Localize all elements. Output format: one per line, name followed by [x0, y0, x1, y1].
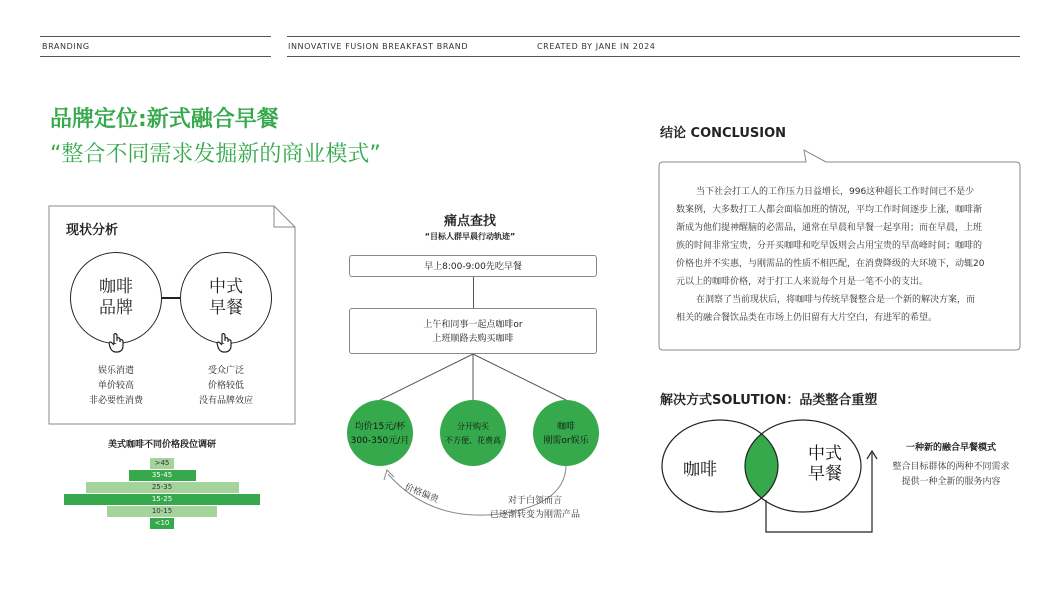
price-tier-bar — [150, 458, 174, 469]
coffee-traits: 娱乐消遣 单价较高 非必要性消费 — [88, 366, 143, 406]
header-rule-right-bottom — [287, 56, 1020, 57]
pain-subheading: “目标人群早晨行动轨迹” — [424, 232, 516, 241]
price-tier-bar — [86, 482, 239, 493]
trajectory-step-coffee: 上午和同事一起点咖啡or 上班顺路去购买咖啡 — [349, 308, 597, 354]
price-tier-bar — [150, 518, 174, 529]
solution-heading: 解决方式SOLUTION：品类整合重塑 — [660, 393, 878, 408]
header-rule-right — [287, 36, 1020, 37]
price-tier-label: <10 — [154, 519, 170, 527]
price-chart — [62, 458, 262, 530]
price-tier-label: 35-45 — [151, 471, 173, 479]
pain-note: 对于白领而言 已逐渐转变为刚需产品 — [489, 496, 580, 520]
conclusion-paragraph-1: 当下社会打工人的工作压力日益增长，996这种超长工作时间已不是少 数案例，大多数打工人都会面临加班的情况，平均工作时间逐步上涨，咖啡渐 渐成为他们提神醒脑的必需品，通常在早晨和早餐一起享用；而在早晨，上班 族的时间非常宝贵，分开买咖啡和吃早饭则会占用宝贵的早高峰时间；咖啡的 价格也并不实惠，与刚需品的性质不相匹配，在消费降级的大环境下，动辄20 元以上的咖啡价格，对于打工人来说每个月是一笔不小的支出。 — [676, 187, 985, 287]
chinese-breakfast-label: 中式 早餐 — [209, 277, 243, 318]
header-brand: INNOVATIVE FUSION BREAKFAST BRAND — [288, 42, 469, 51]
pointing-hand-icon — [106, 332, 128, 354]
header-branding: BRANDING — [42, 42, 90, 51]
mode-description: 整合目标群体的两种不同需求 提供一种全新的服务内容 — [892, 462, 1010, 487]
pointing-hand-icon — [214, 332, 236, 354]
pain-circle-price-label: 均价15元/杯 300-350元/月 — [350, 422, 410, 446]
price-tier-bar — [107, 506, 217, 517]
header-rule-left — [40, 36, 271, 37]
page-subtitle: “整合不同需求发掘新的商业模式” — [50, 142, 381, 167]
conclusion-paragraph-2: 在洞察了当前现状后，将咖啡与传统早餐整合是一个新的解决方案，而 相关的融合餐饮品类在市场上仍旧留有大片空白，有进军的希望。 — [676, 295, 976, 323]
pain-arc-label: 价格偏贵 — [402, 482, 441, 506]
price-tier-label: >45 — [154, 459, 170, 467]
mode-title: 一种新的融合早餐模式 — [905, 443, 996, 453]
pain-heading: 痛点查找 — [443, 214, 496, 229]
venn-left-label: 咖啡 — [683, 460, 717, 480]
pain-circle-coffee-label: 咖啡 刚需or娱乐 — [543, 422, 589, 446]
status-heading: 现状分析 — [66, 223, 119, 238]
venn-right-label: 中式 早餐 — [808, 444, 842, 484]
price-tier-bar — [129, 470, 196, 481]
breakfast-traits: 受众广泛 价格较低 没有品牌效应 — [198, 366, 253, 406]
price-tier-bar — [64, 494, 260, 505]
price-chart-title: 美式咖啡不同价格段位调研 — [107, 440, 216, 450]
price-tier-label: 15-25 — [151, 495, 173, 503]
step-connector — [473, 277, 474, 308]
circle-connector — [162, 297, 180, 299]
price-tier-label: 10-15 — [151, 507, 173, 515]
price-tier-label: 25-35 — [151, 483, 173, 491]
conclusion-heading: 结论 CONCLUSION — [660, 126, 787, 141]
page-title: 品牌定位:新式融合早餐 — [50, 107, 279, 132]
trajectory-step-breakfast: 早上8:00-9:00先吃早餐 — [349, 255, 597, 277]
coffee-brand-label: 咖啡 品牌 — [99, 277, 133, 318]
header-rule-left-bottom — [40, 56, 271, 57]
pain-circle-separate-label: 分开购买 不方便、花费高 — [445, 422, 501, 445]
header-creator: CREATED BY JANE IN 2024 — [537, 42, 656, 51]
